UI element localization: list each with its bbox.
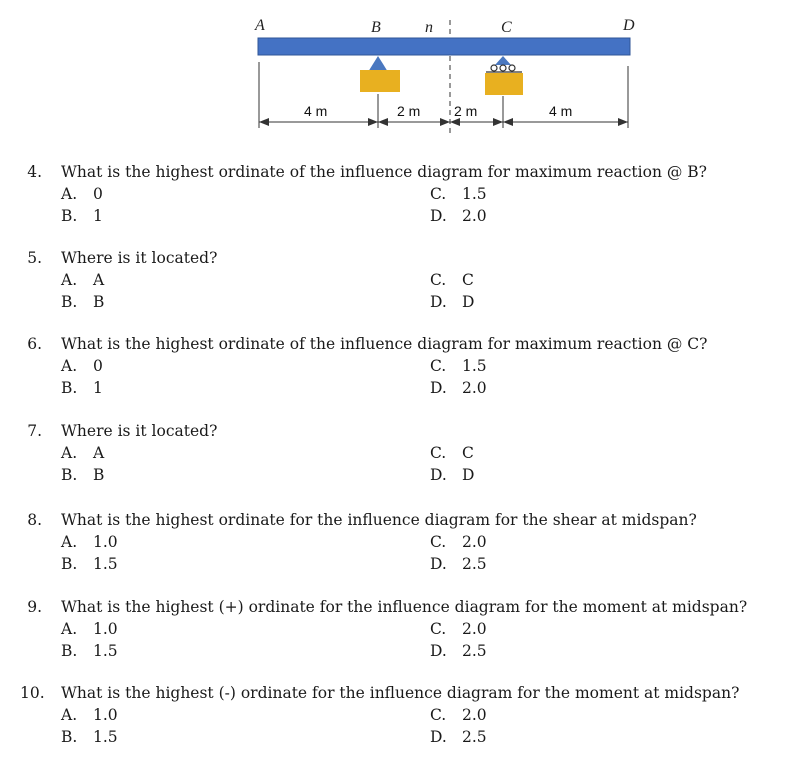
dim-label-nc: 2 m — [454, 103, 478, 119]
option-value: 0 — [93, 185, 103, 203]
option-value: D — [462, 466, 475, 484]
question-number: 6. — [27, 335, 42, 353]
beam — [258, 38, 630, 55]
option-value: 2.5 — [462, 555, 487, 573]
question-7 — [0, 421, 792, 501]
option-value: D — [462, 293, 475, 311]
answer-option-d[interactable] — [430, 641, 487, 661]
option-letter: C. — [430, 271, 447, 289]
label-point-a: A — [255, 17, 265, 34]
answer-option-c[interactable] — [430, 705, 487, 725]
answer-option-b[interactable] — [61, 554, 118, 574]
option-value: 2.0 — [462, 533, 487, 551]
option-value: C — [462, 271, 474, 289]
question-number: 9. — [27, 598, 42, 616]
option-value: 2.0 — [462, 379, 487, 397]
answer-option-c[interactable] — [430, 443, 474, 463]
beam-diagram — [0, 0, 792, 160]
answer-option-d[interactable] — [430, 465, 474, 485]
answer-option-d[interactable] — [430, 554, 487, 574]
question-5 — [0, 248, 792, 328]
option-letter: C. — [430, 620, 447, 638]
option-value: 1.0 — [93, 706, 118, 724]
option-value: 0 — [93, 357, 103, 375]
option-letter: B. — [61, 466, 78, 484]
label-point-n: n — [425, 19, 433, 36]
answer-option-d[interactable] — [430, 292, 474, 312]
option-letter: C. — [430, 706, 447, 724]
dim-label-cd: 4 m — [549, 103, 573, 119]
option-letter: B. — [61, 293, 78, 311]
support-c-block — [485, 73, 523, 95]
answer-option-b[interactable] — [61, 727, 118, 747]
option-letter: C. — [430, 444, 447, 462]
option-value: 1.0 — [93, 620, 118, 638]
answer-option-b[interactable] — [61, 292, 104, 312]
option-letter: D. — [430, 728, 447, 746]
answer-option-c[interactable] — [430, 184, 487, 204]
option-value: 2.0 — [462, 706, 487, 724]
option-letter: A. — [61, 620, 78, 638]
label-point-c: C — [501, 19, 512, 36]
option-letter: B. — [61, 555, 78, 573]
support-b-pin-icon — [368, 56, 388, 72]
option-value: A — [93, 271, 105, 289]
question-number: 7. — [27, 422, 42, 440]
option-letter: A. — [61, 271, 78, 289]
answer-option-a[interactable] — [61, 270, 104, 290]
option-value: 1 — [93, 379, 103, 397]
question-text: What is the highest ordinate of the influence diagram for maximum reaction @ C? — [61, 335, 708, 353]
option-letter: C. — [430, 185, 447, 203]
answer-option-a[interactable] — [61, 705, 118, 725]
question-10 — [0, 683, 792, 763]
option-letter: B. — [61, 379, 78, 397]
answer-option-c[interactable] — [430, 532, 487, 552]
answer-option-b[interactable] — [61, 206, 103, 226]
option-letter: A. — [61, 533, 78, 551]
question-4 — [0, 162, 792, 242]
option-value: B — [93, 466, 105, 484]
option-value: 1.0 — [93, 533, 118, 551]
support-c-roller-icon — [495, 56, 511, 65]
option-letter: A. — [61, 444, 78, 462]
option-letter: C. — [430, 357, 447, 375]
option-value: 2.0 — [462, 620, 487, 638]
option-letter: A. — [61, 357, 78, 375]
option-value: 2.5 — [462, 642, 487, 660]
answer-option-b[interactable] — [61, 465, 104, 485]
answer-option-d[interactable] — [430, 378, 487, 398]
question-text: What is the highest ordinate for the influence diagram for the shear at midspan? — [61, 511, 697, 529]
answer-option-a[interactable] — [61, 443, 104, 463]
option-value: 2.0 — [462, 207, 487, 225]
dim-label-ab: 4 m — [304, 103, 328, 119]
option-value: B — [93, 293, 105, 311]
dim-label-bn: 2 m — [397, 103, 421, 119]
option-letter: D. — [430, 207, 447, 225]
option-value: 1.5 — [462, 185, 487, 203]
question-text: Where is it located? — [61, 249, 218, 267]
question-number: 4. — [27, 163, 42, 181]
question-text: What is the highest ordinate of the influence diagram for maximum reaction @ B? — [61, 163, 707, 181]
answer-option-c[interactable] — [430, 619, 487, 639]
option-letter: A. — [61, 706, 78, 724]
option-letter: D. — [430, 555, 447, 573]
support-b-block — [360, 70, 400, 92]
answer-option-a[interactable] — [61, 184, 103, 204]
question-8 — [0, 510, 792, 590]
option-value: 1 — [93, 207, 103, 225]
option-value: 2.5 — [462, 728, 487, 746]
option-letter: B. — [61, 642, 78, 660]
option-letter: A. — [61, 185, 78, 203]
answer-option-b[interactable] — [61, 641, 118, 661]
answer-option-a[interactable] — [61, 356, 103, 376]
option-value: A — [93, 444, 105, 462]
question-text: What is the highest (+) ordinate for the influence diagram for the moment at midspan? — [61, 598, 748, 616]
option-value: 1.5 — [462, 357, 487, 375]
question-6 — [0, 334, 792, 414]
answer-option-c[interactable] — [430, 356, 487, 376]
option-letter: D. — [430, 466, 447, 484]
option-value: 1.5 — [93, 728, 118, 746]
label-point-b: B — [371, 19, 381, 36]
option-letter: D. — [430, 293, 447, 311]
option-value: C — [462, 444, 474, 462]
answer-option-a[interactable] — [61, 619, 118, 639]
question-number: 8. — [27, 511, 42, 529]
option-letter: D. — [430, 379, 447, 397]
answer-option-b[interactable] — [61, 378, 103, 398]
option-letter: B. — [61, 207, 78, 225]
answer-option-a[interactable] — [61, 532, 118, 552]
question-number: 5. — [27, 249, 42, 267]
answer-option-d[interactable] — [430, 727, 487, 747]
answer-option-c[interactable] — [430, 270, 474, 290]
answer-option-d[interactable] — [430, 206, 487, 226]
option-value: 1.5 — [93, 642, 118, 660]
question-number: 10. — [20, 684, 45, 702]
label-point-d: D — [623, 17, 635, 34]
option-letter: D. — [430, 642, 447, 660]
option-letter: C. — [430, 533, 447, 551]
option-letter: B. — [61, 728, 78, 746]
question-text: What is the highest (-) ordinate for the influence diagram for the moment at midspan? — [61, 684, 740, 702]
option-value: 1.5 — [93, 555, 118, 573]
question-9 — [0, 597, 792, 677]
question-text: Where is it located? — [61, 422, 218, 440]
